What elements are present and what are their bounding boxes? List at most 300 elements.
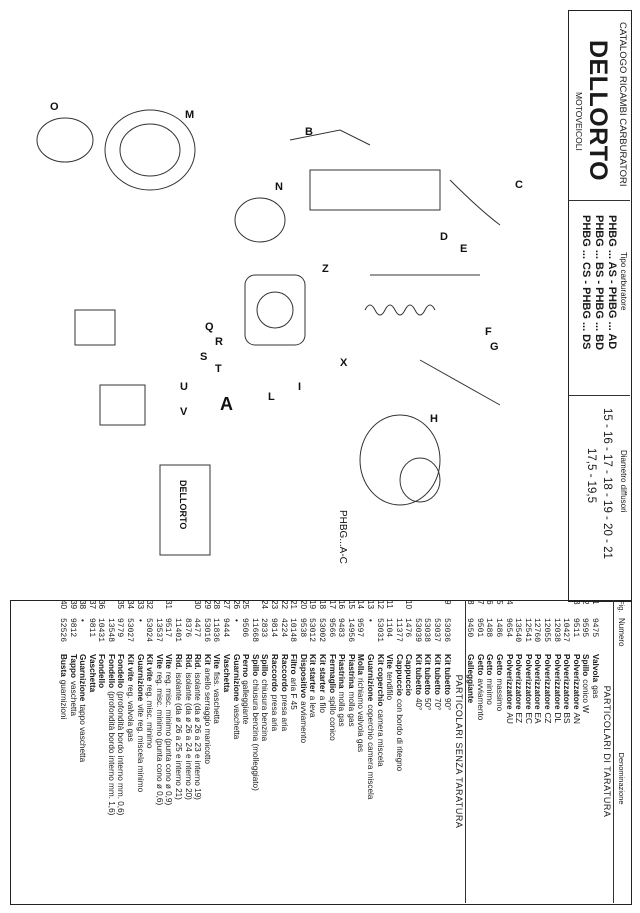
row-fig: 11 xyxy=(385,600,395,609)
row-desc-rest: avviamento xyxy=(298,701,308,744)
row-desc-bold: Rid. xyxy=(174,654,184,670)
row-desc-rest: isolante (da ø 26 a 24 e interno 20) xyxy=(183,672,193,800)
row-desc-rest: (profondità bordo interno mm. 1,6) xyxy=(106,691,116,816)
brand-logo: DELLORTO xyxy=(584,40,612,182)
table-row xyxy=(394,600,404,903)
row-description xyxy=(317,654,327,903)
cable-part-c xyxy=(450,180,500,225)
row-number: 9538 xyxy=(297,618,307,638)
table-row xyxy=(241,600,251,903)
table-row xyxy=(356,600,366,903)
row-desc-bold: Kit xyxy=(202,654,212,665)
table-row xyxy=(126,600,136,903)
table-row xyxy=(433,600,443,903)
row-fig: 36 xyxy=(97,600,107,610)
row-number: 53037 xyxy=(432,618,442,643)
row-description xyxy=(404,654,414,903)
model-line-1: PHBG ... AS - PHBG ... AD xyxy=(606,215,618,350)
table-row xyxy=(523,600,533,903)
table-row xyxy=(562,600,572,903)
table-row xyxy=(68,600,78,903)
letter-m: M xyxy=(185,109,195,121)
row-fig: 30 xyxy=(193,600,203,610)
table-row xyxy=(269,600,279,903)
row-desc-rest: gas xyxy=(591,685,600,699)
row-description xyxy=(542,654,552,903)
row-desc-rest: molla gas xyxy=(346,691,356,727)
row-desc-bold: Kit tubetto xyxy=(433,654,443,695)
row-fig: 26 xyxy=(231,600,241,610)
row-number: 11668 xyxy=(249,618,259,643)
row-number: 9450 xyxy=(465,618,475,638)
row-description xyxy=(250,654,260,903)
row-description xyxy=(68,654,78,903)
row-fig: 23 xyxy=(270,600,279,610)
row-desc-rest: presa aria xyxy=(279,694,289,732)
table-row xyxy=(97,600,107,903)
row-fig: 39 xyxy=(68,600,78,610)
row-desc-bold: Busta xyxy=(58,654,68,677)
row-description xyxy=(523,654,533,903)
row-number: 12038 xyxy=(551,618,561,643)
row-fig: 32 xyxy=(145,600,155,610)
row-desc-bold: Spillo xyxy=(581,654,591,677)
letter-a: A xyxy=(220,394,233,414)
row-desc-bold: Polverizzatore xyxy=(523,654,533,710)
row-description xyxy=(533,654,543,903)
table-row xyxy=(289,600,299,903)
table-row xyxy=(442,600,452,903)
row-desc-bold: Fondello xyxy=(97,654,107,689)
row-desc-bold: Vite xyxy=(212,654,222,669)
row-description xyxy=(193,654,203,903)
row-fig: 29 xyxy=(202,600,212,610)
row-number: 1476 xyxy=(403,618,413,638)
row-number: 9501 xyxy=(474,618,484,638)
row-number: 53016 xyxy=(201,618,211,643)
row-description xyxy=(433,654,443,903)
row-description xyxy=(590,654,600,903)
section1-title: PARTICOLARI DI TARATURA xyxy=(602,685,612,818)
row-description xyxy=(269,654,279,903)
row-fig: 31 xyxy=(164,600,174,610)
row-fig: 13 xyxy=(365,600,375,610)
table-row xyxy=(308,600,318,903)
row-number: 1486 xyxy=(494,618,504,638)
row-desc-bold: Valvola xyxy=(591,654,600,683)
row-number: 13537 xyxy=(153,618,163,643)
air-filter-part-m-inner xyxy=(120,124,180,176)
row-fig: 5 xyxy=(495,600,505,605)
row-description xyxy=(475,654,485,903)
row-desc-bold: Getto xyxy=(475,654,485,676)
table-row xyxy=(298,600,308,903)
row-number: 4477 xyxy=(192,618,202,638)
table-row xyxy=(135,600,145,903)
row-fig: 22 xyxy=(279,600,289,610)
row-desc-rest: camera miscela xyxy=(375,709,385,767)
row-desc-bold: Galleggiante xyxy=(466,654,476,704)
row-desc-bold: Guarnizione xyxy=(135,654,145,702)
row-description xyxy=(231,654,241,903)
row-number: 8376 xyxy=(182,618,192,638)
table-row xyxy=(542,600,552,903)
row-fig: 8 xyxy=(466,600,476,605)
air-filter-part-m xyxy=(105,110,195,190)
row-description xyxy=(154,654,164,903)
row-number: 9814 xyxy=(269,618,278,638)
table-row xyxy=(337,600,347,903)
row-description xyxy=(106,654,116,903)
row-desc-rest: 40° xyxy=(413,697,423,711)
row-fig: 18 xyxy=(317,600,327,610)
row-number: 52526 xyxy=(57,618,67,643)
table-row xyxy=(485,600,495,903)
table-row xyxy=(475,600,485,903)
row-desc-rest: AN xyxy=(571,712,581,724)
col-num-header: Numero xyxy=(617,618,627,647)
row-desc-bold: Spillo xyxy=(260,654,270,677)
header-divider-1 xyxy=(568,200,630,201)
row-number: • xyxy=(134,618,144,623)
phbg-caption: PHBG...A-C xyxy=(337,510,348,564)
row-number: 9811 xyxy=(86,618,96,638)
row-number: • xyxy=(77,618,87,623)
row-description xyxy=(97,654,107,903)
letter-e: E xyxy=(460,243,468,255)
table-row xyxy=(552,600,562,903)
row-fig: 15 xyxy=(346,600,356,610)
row-desc-bold: Fondello xyxy=(106,654,116,689)
diagram-svg xyxy=(10,10,565,600)
table-row xyxy=(413,600,423,903)
row-desc-bold: Molla xyxy=(356,654,366,675)
table-row xyxy=(581,600,591,903)
table-row xyxy=(212,600,222,903)
row-number: 53038 xyxy=(422,618,432,643)
header-divider-2 xyxy=(568,395,630,396)
row-desc-bold: Polverizzatore xyxy=(571,654,581,710)
row-number: 53031 xyxy=(374,618,384,643)
row-desc-rest: EC xyxy=(523,712,533,724)
row-desc-bold: Polverizzatore xyxy=(514,654,524,710)
row-fig: 25 xyxy=(241,600,251,610)
table-row xyxy=(571,600,581,903)
row-desc-rest: tappo vaschetta xyxy=(78,704,88,763)
row-description xyxy=(375,654,385,903)
row-description xyxy=(164,654,174,903)
carb-throat xyxy=(257,292,293,328)
float-bowl-part-v xyxy=(100,385,145,425)
row-description xyxy=(413,654,423,903)
row-fig: 21 xyxy=(289,600,299,610)
row-desc-bold: Kit tubetto xyxy=(423,654,433,695)
row-number: 53012 xyxy=(307,618,317,643)
row-description xyxy=(385,654,395,903)
row-desc-bold: Kit tubetto xyxy=(442,654,452,695)
row-number: 9595 xyxy=(580,618,590,638)
table-row xyxy=(260,600,270,903)
row-desc-bold: Polverizzatore xyxy=(543,654,553,710)
table-row xyxy=(221,600,231,903)
row-desc-bold: Vite xyxy=(385,654,395,669)
row-desc-rest: minimo xyxy=(485,678,495,705)
row-description xyxy=(423,654,433,903)
row-desc-bold: Guarnizione xyxy=(365,654,375,702)
col-desc-header: Denominazione xyxy=(617,752,627,805)
row-fig: 19 xyxy=(308,600,318,610)
ring-part-o xyxy=(37,118,93,162)
row-description xyxy=(356,654,366,903)
row-fig: 38 xyxy=(78,600,88,610)
row-desc-bold: Guarnizione xyxy=(78,654,88,702)
row-number: 10431 xyxy=(96,618,106,643)
row-description xyxy=(202,654,212,903)
type-label: Tipo carburatore xyxy=(619,252,628,311)
letter-n: N xyxy=(275,181,283,193)
row-desc-rest: coperchio camera miscela xyxy=(365,704,375,800)
letter-v: V xyxy=(180,406,188,418)
row-desc-bold: Kit starter xyxy=(308,654,318,693)
bag-brand: DELLORTO xyxy=(178,480,188,530)
row-description xyxy=(298,654,308,903)
carb-part-h-inner xyxy=(400,458,440,502)
row-number: 9566 xyxy=(326,618,336,638)
row-desc-rest: spillo conico xyxy=(327,696,337,741)
row-number: 1488 xyxy=(484,618,494,638)
row-description xyxy=(308,654,318,903)
table-row xyxy=(375,600,385,903)
slide-spring xyxy=(365,305,435,315)
letter-h: H xyxy=(430,413,438,425)
table-row xyxy=(87,600,97,903)
row-description xyxy=(212,654,222,903)
table-row xyxy=(154,600,164,903)
row-description xyxy=(394,654,404,903)
table-row xyxy=(423,600,433,903)
row-desc-rest: chiusura benzina (molleggiato) xyxy=(250,679,260,791)
row-fig: 6 xyxy=(485,600,495,605)
float-bowl-part-u xyxy=(75,310,115,345)
row-number: 53027 xyxy=(125,618,135,643)
table-row xyxy=(78,600,88,903)
row-description xyxy=(494,654,504,903)
model-line-2: PHBG ... BS - PHBG ... BD xyxy=(593,215,605,351)
row-fig: 17 xyxy=(327,600,337,610)
row-description xyxy=(442,654,452,903)
row-number: 53002 xyxy=(316,618,326,643)
row-desc-rest: guarnizioni xyxy=(58,679,68,720)
table-row xyxy=(385,600,395,903)
row-number: 9506 xyxy=(240,618,250,638)
row-fig: 10 xyxy=(404,600,414,610)
table-row xyxy=(250,600,260,903)
row-fig: 14 xyxy=(356,600,366,610)
row-desc-bold: Polverizzatore xyxy=(504,654,514,710)
row-desc-rest: reg. misc. minimo (punta cono ø 0,9) xyxy=(164,671,174,806)
row-description xyxy=(365,654,375,903)
row-description xyxy=(504,654,514,903)
brand-subtitle: MOTOVEICOLI xyxy=(574,92,584,151)
row-description xyxy=(241,654,251,903)
row-number: 9654 xyxy=(503,618,513,638)
table-header xyxy=(613,600,630,903)
letter-g: G xyxy=(490,341,499,353)
row-desc-rest: 90° xyxy=(442,697,452,711)
row-desc-rest: CZ xyxy=(543,712,553,724)
row-desc-rest: EA xyxy=(533,712,543,724)
row-desc-rest: a leva xyxy=(308,695,318,718)
section1-rows xyxy=(466,600,600,903)
letter-l: L xyxy=(268,391,275,403)
row-fig: 16 xyxy=(337,600,347,610)
row-fig: 9 xyxy=(442,600,452,605)
row-number: • xyxy=(364,618,374,623)
row-desc-bold: Vite xyxy=(154,654,164,669)
row-desc-rest: isolante (da ø 26 a 23 e interno 19) xyxy=(193,672,203,800)
row-desc-bold: Kit coperchio xyxy=(375,654,385,707)
letter-f: F xyxy=(485,326,492,338)
row-description xyxy=(116,654,126,903)
row-description xyxy=(289,654,299,903)
table-row xyxy=(145,600,155,903)
row-number: 9444 xyxy=(221,618,231,638)
row-desc-bold: Dispositivo xyxy=(298,654,308,699)
row-description xyxy=(514,654,524,903)
row-number: 10427 xyxy=(561,618,571,643)
row-description xyxy=(58,654,68,903)
row-desc-bold: Getto xyxy=(485,654,495,676)
row-description xyxy=(145,654,155,903)
row-desc-bold: Tappo xyxy=(68,654,78,678)
table-row xyxy=(346,600,356,903)
row-desc-rest: reg. valvola gas xyxy=(126,684,136,742)
row-number: 53024 xyxy=(144,618,154,643)
row-number: 13540 xyxy=(513,618,523,643)
row-fig: 12 xyxy=(375,600,385,610)
row-number: 9597 xyxy=(355,618,365,638)
row-desc-rest: reg. misc. minimo (punta cono ø 0,6) xyxy=(154,671,164,806)
table-row xyxy=(231,600,241,903)
table-row xyxy=(164,600,174,903)
row-desc-bold: Vaschetta xyxy=(222,654,232,693)
row-description xyxy=(260,654,270,903)
row-description xyxy=(327,654,337,903)
row-fig: 34 xyxy=(126,600,136,610)
row-desc-rest: presa aria xyxy=(270,694,279,732)
letter-z: Z xyxy=(322,263,329,275)
table-row xyxy=(466,600,476,903)
row-desc-bold: Spillo xyxy=(250,654,260,677)
row-desc-bold: Piastrina xyxy=(346,654,356,689)
row-desc-rest: molla gas xyxy=(337,691,347,727)
table-row xyxy=(193,600,203,903)
row-number: 9779 xyxy=(115,618,125,638)
row-fig: 7 xyxy=(475,600,485,605)
row-desc-rest: a filo xyxy=(317,695,327,713)
row-desc-rest: vaschetta xyxy=(68,680,78,716)
letter-x: X xyxy=(340,357,348,369)
row-number: 9517 xyxy=(163,618,173,638)
row-desc-bold: Polverizzatore xyxy=(533,654,543,710)
letter-d: D xyxy=(440,231,448,243)
row-desc-rest: isolante (da ø 26 a 25 e interno 21) xyxy=(174,672,184,800)
row-desc-rest: fiss. vaschetta xyxy=(212,671,222,724)
row-fig: 27 xyxy=(222,600,232,610)
row-fig: 35 xyxy=(116,600,126,610)
row-fig: 3 xyxy=(571,600,581,605)
row-desc-bold: Getto xyxy=(495,654,505,676)
table-row xyxy=(317,600,327,903)
row-description xyxy=(571,654,581,903)
row-desc-bold: Vite xyxy=(164,654,174,669)
row-description xyxy=(173,654,183,903)
row-fig: 40 xyxy=(58,600,68,610)
row-description xyxy=(279,654,289,903)
row-desc-rest: anello serraggio manicotto xyxy=(202,667,212,764)
row-description xyxy=(78,654,88,903)
row-desc-bold: Kit vite xyxy=(126,654,136,682)
row-number: 12760 xyxy=(532,618,542,643)
row-description xyxy=(485,654,495,903)
table-row xyxy=(58,600,68,903)
row-number: 2833 xyxy=(259,618,269,638)
row-desc-rest: richiamo valvola gas xyxy=(356,677,366,753)
row-desc-rest: aria F 45 xyxy=(289,677,299,710)
row-desc-bold: Cappuccio xyxy=(394,654,404,696)
row-desc-bold: Fermaglio xyxy=(327,654,337,694)
row-number: • xyxy=(230,618,240,623)
row-number: 9483 xyxy=(336,618,346,638)
row-desc-bold: Raccordo xyxy=(270,654,279,692)
exploded-diagram xyxy=(10,10,565,600)
row-number: 9511 xyxy=(570,618,580,638)
row-desc-rest: conico W xyxy=(581,679,591,713)
row-fig: 4 xyxy=(504,600,514,605)
letter-t: T xyxy=(215,363,222,375)
row-fig: 20 xyxy=(298,600,308,610)
row-desc-bold: Kit tubetto xyxy=(413,654,423,695)
row-number: 11401 xyxy=(173,618,183,643)
row-fig: 37 xyxy=(87,600,97,610)
row-desc-rest: EZ xyxy=(514,712,524,723)
row-fig: 1 xyxy=(591,600,600,605)
row-description xyxy=(346,654,356,903)
row-desc-rest: massimo xyxy=(495,678,505,712)
cable-part-b xyxy=(290,130,370,145)
table-row xyxy=(494,600,504,903)
diffuser-values-1: 15 - 16 - 17 - 18 - 19 - 20 - 21 xyxy=(601,408,613,559)
parts-table xyxy=(10,600,630,903)
row-number: 11836 xyxy=(211,618,221,643)
row-desc-bold: Rid. xyxy=(183,654,193,670)
table-row xyxy=(327,600,337,903)
row-desc-rest: galleggiante xyxy=(241,680,251,725)
row-description xyxy=(126,654,136,903)
letter-b: B xyxy=(305,126,313,138)
row-number: 1104 xyxy=(384,618,394,638)
row-fig: 24 xyxy=(260,600,270,610)
row-number: 4224 xyxy=(278,618,288,638)
row-desc-rest: vite reg. miscela minimo xyxy=(135,704,145,793)
section2-title: PARTICOLARI SENZA TARATURA xyxy=(452,600,466,903)
table-row xyxy=(514,600,524,903)
row-description xyxy=(221,654,231,903)
table-row xyxy=(504,600,514,903)
row-desc-bold: Vaschetta xyxy=(87,654,97,693)
table-row xyxy=(173,600,183,903)
row-number: 53036 xyxy=(441,618,451,643)
